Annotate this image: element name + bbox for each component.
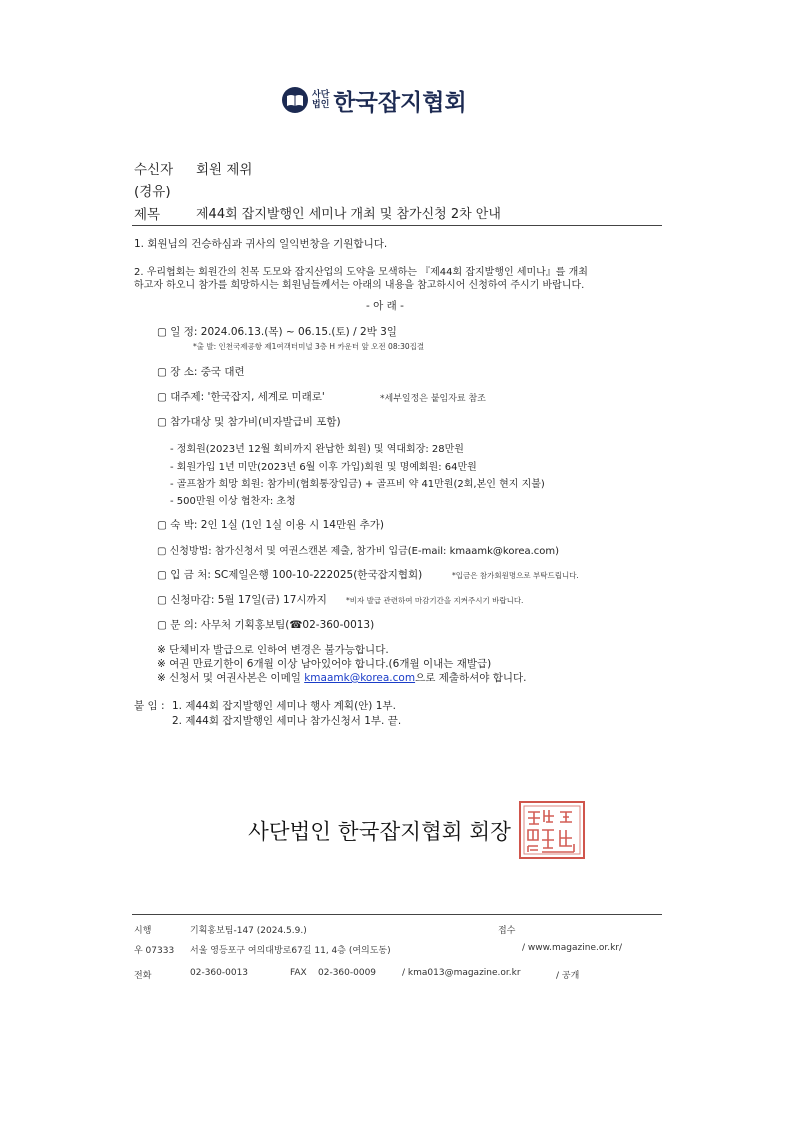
attachment-2: 2. 제44회 잡지발행인 세미나 참가신청서 1부. 끝.	[172, 715, 402, 727]
below-heading: - 아 래 -	[366, 300, 404, 312]
paragraph-1: 1. 회원님의 건승하심과 귀사의 일익번창을 기원합니다.	[134, 238, 388, 250]
deadline-note: *비자 발급 관련하여 마감기간을 지켜주시기 바랍니다.	[346, 596, 524, 605]
fee-line-3: - 골프참가 희망 회원: 참가비(협회통장입금) + 골프비 약 41만원(2회,본인 현지 지불)	[170, 479, 545, 490]
deadline-item: ▢ 신청마감: 5월 17일(금) 17시까지	[157, 594, 327, 606]
lodging-item: ▢ 숙 박: 2인 1실 (1인 1실 이용 시 14만원 추가)	[157, 519, 384, 531]
account-item: ▢ 입 금 처: SC제일은행 100-10-222025(한국잡지협회)	[157, 569, 423, 581]
website: / www.magazine.or.kr/	[522, 943, 623, 953]
notice-3-suffix: 으로 제출하셔야 합니다.	[415, 672, 527, 684]
via-label: (경유)	[134, 184, 171, 200]
place-item: ▢ 장 소: 중국 대련	[157, 366, 245, 378]
subject-value: 제44회 잡지발행인 세미나 개최 및 참가신청 2차 안내	[196, 207, 501, 222]
paragraph-2-line1: 2. 우리협회는 회원간의 친목 도모와 잡지산업의 도약을 모색하는 『제44회 잡지발행인 세미나』를 개최	[134, 267, 588, 278]
contact-email: / kma013@magazine.or.kr	[402, 968, 521, 978]
attachment-1: 1. 제44회 잡지발행인 세미나 행사 계획(안) 1부.	[172, 700, 396, 712]
logo-line1: 사단	[312, 90, 330, 100]
fee-line-4: - 500만원 이상 협찬자: 초청	[170, 496, 296, 507]
notice-email-link[interactable]: kmaamk@korea.com	[304, 672, 416, 684]
association-logo	[282, 86, 467, 114]
schedule-item: ▢ 일 정: 2024.06.13.(목) ~ 06.15.(토) / 2박 3일	[157, 326, 397, 338]
apply-method-item: ▢ 신청방법: 참가신청서 및 여권스캔본 제출, 참가비 입금(E-mail: kmaamk@korea.com)	[157, 546, 560, 557]
receipt-label: 접수	[498, 926, 516, 936]
footer-divider	[132, 914, 662, 915]
theme-item: ▢ 대주제: '한국잡지, 세계로 미래로'	[157, 391, 325, 403]
enforce-value: 기획홍보팀-147 (2024.5.9.)	[190, 926, 307, 936]
attachments-label: 붙 임 :	[134, 700, 165, 712]
address: 서울 영등포구 여의대방로67길 11, 4층 (여의도동)	[190, 946, 391, 956]
logo-line2: 법인	[312, 100, 330, 110]
fee-line-2: - 회원가입 1년 미만(2023년 6월 이후 가입)회원 및 명예회원: 64만원	[170, 462, 477, 473]
phone-number: 02-360-0013	[190, 968, 249, 978]
fee-title: ▢ 참가대상 및 참가비(비자발급비 포함)	[157, 416, 341, 428]
account-note: *입금은 참가회원명으로 부탁드립니다.	[452, 571, 579, 580]
subject-label: 제목	[134, 207, 161, 223]
fax-number: 02-360-0009	[318, 968, 377, 978]
contact-item: ▢ 문 의: 사무처 기획홍보팀(☎02-360-0013)	[157, 619, 375, 631]
disclosure-status: / 공개	[556, 971, 580, 981]
official-seal	[518, 800, 586, 860]
signature-line: 사단법인 한국잡지협회 회장	[248, 820, 511, 845]
recipient-label: 수신자	[134, 162, 174, 178]
phone-label: 전화	[134, 971, 152, 981]
theme-note: *세부일정은 붙임자료 참조	[380, 394, 486, 404]
fax-label: FAX	[290, 968, 307, 978]
schedule-note: *출 발: 인천국제공항 제1여객터미널 3층 H 카운터 앞 오전 08:30집결	[193, 342, 425, 351]
notice-2: ※ 여권 만료기한이 6개월 이상 남아있어야 합니다.(6개월 이내는 재발급)	[157, 658, 492, 670]
paragraph-2-line2: 하고자 하오니 참가를 희망하시는 회원님들께서는 아래의 내용을 참고하시어 신청하여 주시기 바랍니다.	[134, 280, 585, 291]
book-emblem-icon	[282, 87, 308, 113]
header-divider	[132, 225, 662, 226]
logo-corporate-tag	[312, 90, 329, 110]
notice-1: ※ 단체비자 발급으로 인하여 변경은 불가능합니다.	[157, 644, 389, 656]
recipient-value: 회원 제위	[196, 162, 253, 178]
notice-3-prefix: ※ 신청서 및 여권사본은 이메일	[157, 672, 305, 684]
zip-code: 우 07333	[134, 946, 175, 956]
notice-3	[157, 670, 527, 685]
enforce-label: 시행	[134, 926, 152, 936]
logo-name: 한국잡지협회	[333, 89, 467, 116]
fee-line-1: - 정회원(2023년 12월 회비까지 완납한 회원) 및 역대회장: 28만원	[170, 444, 464, 455]
